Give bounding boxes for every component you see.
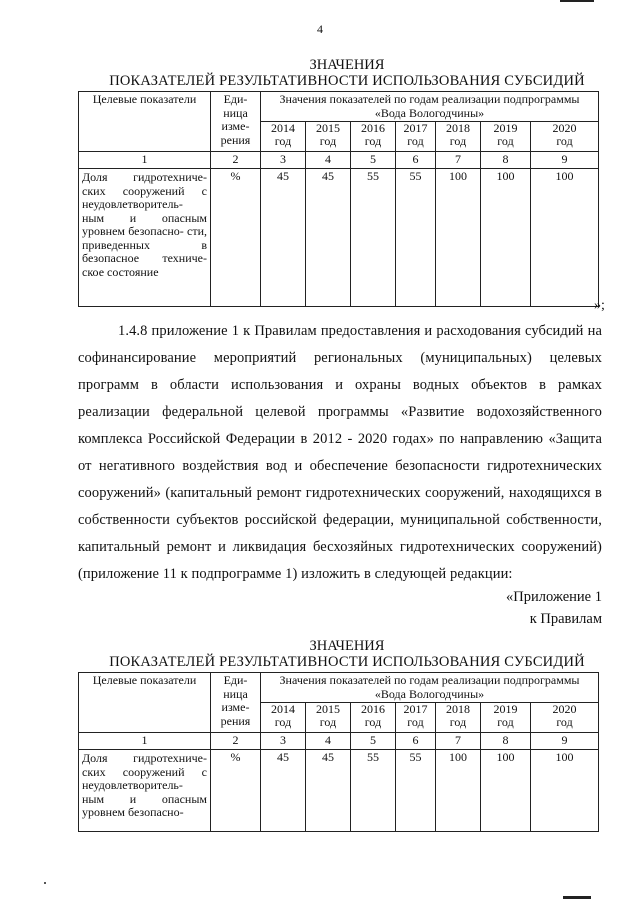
page-number: 4 [317, 22, 323, 36]
heading-line-1: ЗНАЧЕНИЯ [309, 57, 385, 73]
table-row [79, 750, 599, 832]
col-number: 2 [211, 733, 261, 750]
value-2015: 45 [306, 169, 351, 307]
value-2020: 100 [531, 750, 599, 832]
header-year-2020: 2020 год [531, 122, 599, 152]
col-number: 8 [481, 152, 531, 169]
appendix-reference [380, 586, 602, 630]
value-2014: 45 [261, 169, 306, 307]
header-year-2018: 2018 год [436, 122, 481, 152]
col-number: 9 [531, 152, 599, 169]
value-2020: 100 [531, 169, 599, 307]
header-year-2015: 2015 год [306, 703, 351, 733]
scan-corner-mark [560, 0, 594, 2]
heading-line-2: ПОКАЗАТЕЛЕЙ РЕЗУЛЬТАТИВНОСТИ ИСПОЛЬЗОВАНИЯ СУБСИДИЙ [109, 654, 585, 670]
col-number: 5 [351, 152, 396, 169]
header-year-2016: 2016 год [351, 703, 396, 733]
col-number: 3 [261, 152, 306, 169]
header-year-2020: 2020 год [531, 703, 599, 733]
closing-quote: »; [594, 298, 605, 313]
table-heading-2 [92, 638, 602, 670]
numbering-row [79, 152, 599, 169]
amendment-paragraph: 1.4.8 приложение 1 к Правилам предоставления и расходования субсидий на софинансирование мероприятий региональных (муниципальных) целевых программ в области использования и охраны водных объектов в рамках реализации федеральной целевой программы «Развитие водохозяйственного комплекса Российской Федерации в 2012 - 2020 годах» по направлению «Защита от негативного воздействия вод и обеспечение безопасности гидротехнических сооружений» (капитальный ремонт гидротехнических сооружений, находящихся в собственности субъектов российской федерации, муниципальной собственности, капитальный ремонт и ликвидация бесхозяйных гидротехнических сооружений) (приложение 11 к подпрограмме 1) изложить в следующей редакции: [78, 323, 602, 582]
goal-name: Доля гидротехниче- ских сооружений с неудовлетворитель- ным и опасным уровнем безопасно- сти, приведенных в безопасное техниче- ское состояние [79, 169, 211, 307]
table-row [79, 169, 599, 307]
header-year-2018: 2018 год [436, 703, 481, 733]
header-goal: Целевые показатели [79, 92, 211, 152]
col-number: 5 [351, 733, 396, 750]
header-year-2015: 2015 год [306, 122, 351, 152]
col-number: 3 [261, 733, 306, 750]
scan-corner-mark-bottom [563, 896, 591, 899]
unit-value: % [211, 169, 261, 307]
unit-value: % [211, 750, 261, 832]
scan-dot-mark [44, 882, 46, 884]
appendix-line-2: к Правилам [529, 611, 602, 627]
value-2019: 100 [481, 750, 531, 832]
header-year-2014: 2014 год [261, 122, 306, 152]
col-number: 7 [436, 733, 481, 750]
table-heading-1 [92, 57, 602, 89]
header-year-2019: 2019 год [481, 122, 531, 152]
numbering-row [79, 733, 599, 750]
header-year-2019: 2019 год [481, 703, 531, 733]
value-2015: 45 [306, 750, 351, 832]
col-number: 7 [436, 152, 481, 169]
col-number: 6 [396, 733, 436, 750]
heading-line-1: ЗНАЧЕНИЯ [309, 638, 385, 654]
col-number: 6 [396, 152, 436, 169]
col-number: 8 [481, 733, 531, 750]
header-values: Значения показателей по годам реализации подпрограммы «Вода Вологодчины» [261, 92, 599, 122]
value-2016: 55 [351, 169, 396, 307]
col-number: 1 [79, 733, 211, 750]
value-2017: 55 [396, 750, 436, 832]
header-year-2017: 2017 год [396, 122, 436, 152]
value-2019: 100 [481, 169, 531, 307]
indicators-table-2 [78, 672, 599, 832]
col-number: 4 [306, 152, 351, 169]
goal-name: Доля гидротехниче- ских сооружений с неудовлетворитель- ным и опасным уровнем безопасно- [79, 750, 211, 832]
value-2014: 45 [261, 750, 306, 832]
header-year-2017: 2017 год [396, 703, 436, 733]
header-unit: Еди- ница изме- рения [211, 673, 261, 733]
heading-line-2: ПОКАЗАТЕЛЕЙ РЕЗУЛЬТАТИВНОСТИ ИСПОЛЬЗОВАНИЯ СУБСИДИЙ [109, 73, 585, 89]
value-2016: 55 [351, 750, 396, 832]
header-goal: Целевые показатели [79, 673, 211, 733]
indicators-table-1 [78, 91, 599, 307]
col-number: 1 [79, 152, 211, 169]
value-2018: 100 [436, 169, 481, 307]
col-number: 2 [211, 152, 261, 169]
value-2018: 100 [436, 750, 481, 832]
col-number: 9 [531, 733, 599, 750]
appendix-line-1: «Приложение 1 [506, 589, 602, 605]
header-unit: Еди- ница изме- рения [211, 92, 261, 152]
value-2017: 55 [396, 169, 436, 307]
header-year-2016: 2016 год [351, 122, 396, 152]
header-year-2014: 2014 год [261, 703, 306, 733]
header-values: Значения показателей по годам реализации подпрограммы «Вода Вологодчины» [261, 673, 599, 703]
col-number: 4 [306, 733, 351, 750]
